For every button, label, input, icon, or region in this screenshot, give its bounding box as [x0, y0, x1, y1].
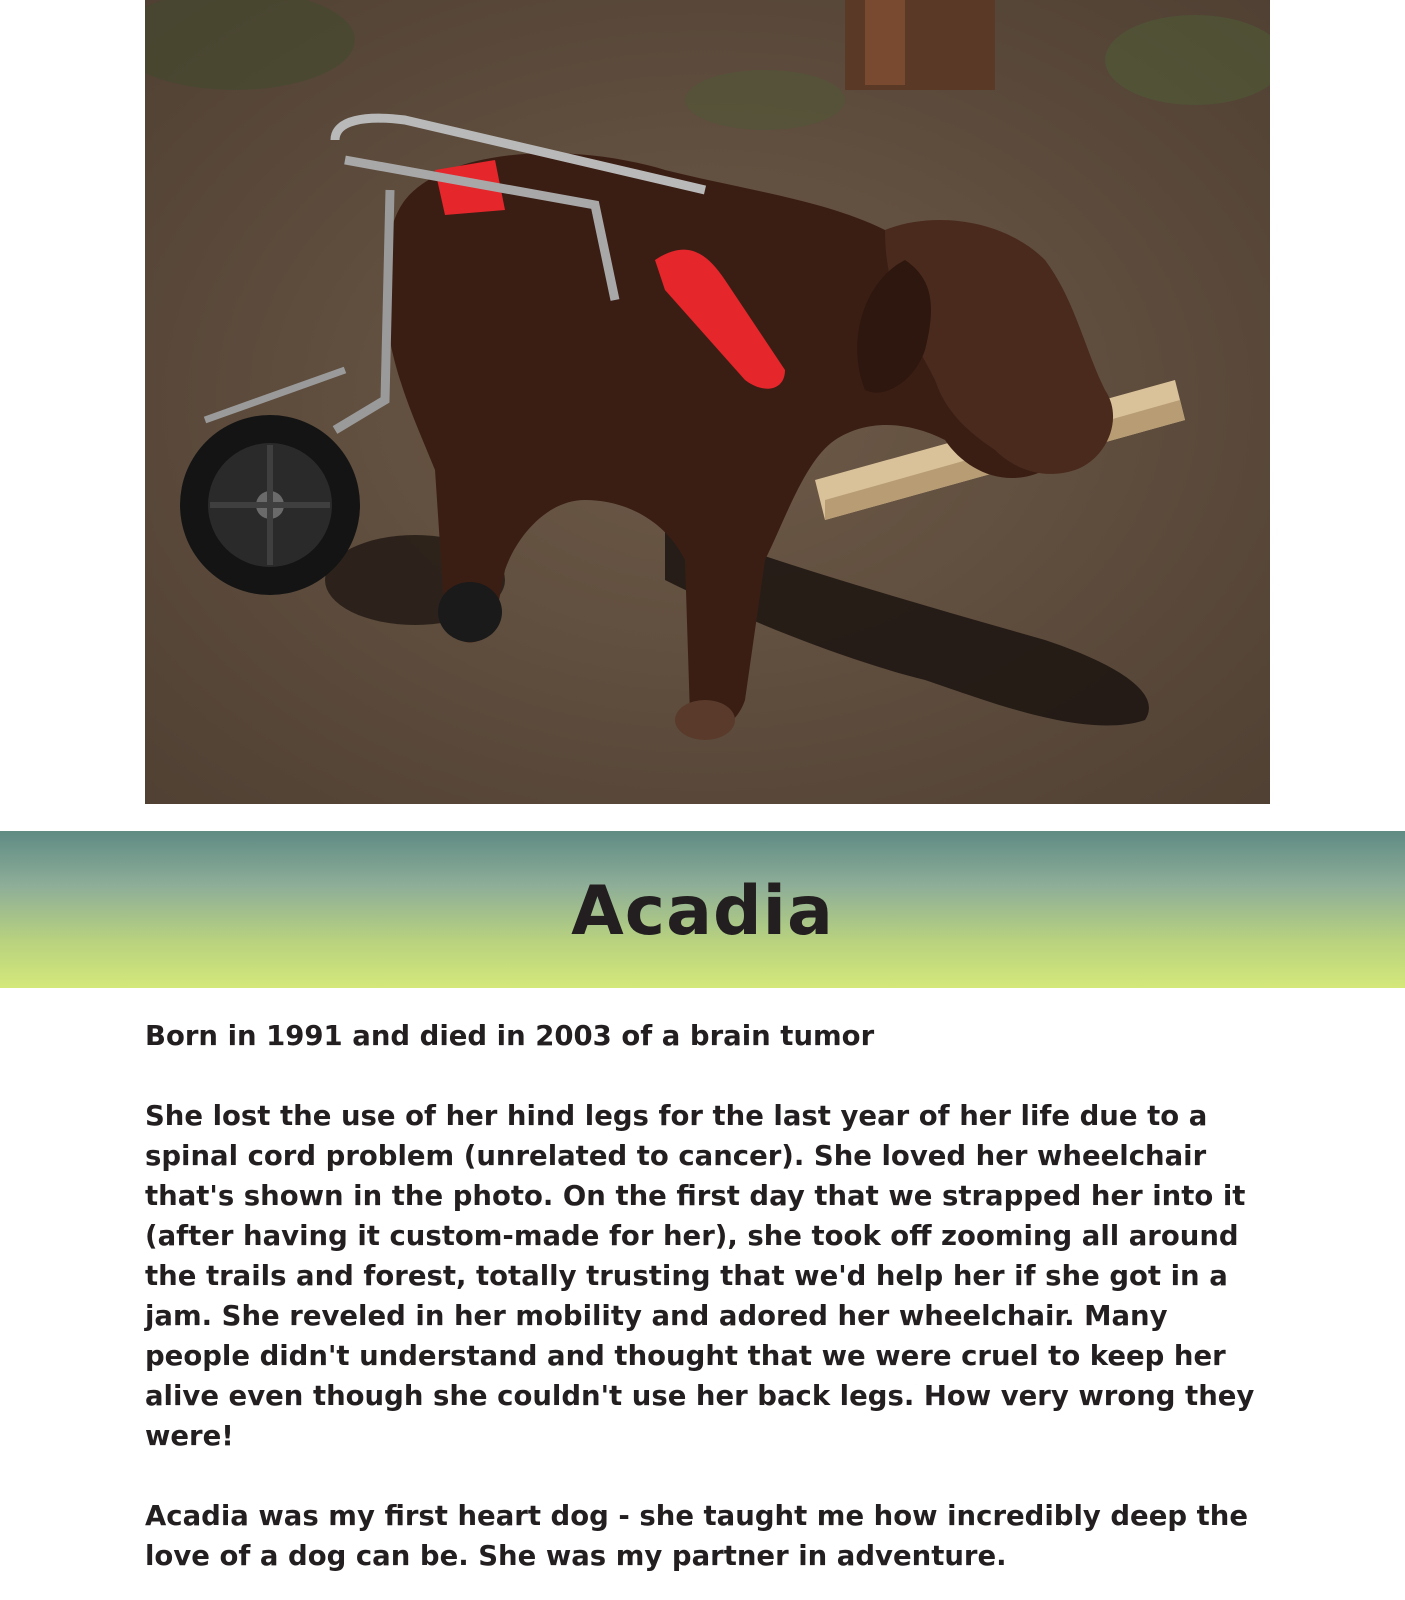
- dog-wheelchair-illustration: [145, 0, 1270, 804]
- heart-dog-paragraph: Acadia was my first heart dog - she taught me how incredibly deep the love of a dog can be. She was my partner in adventure.: [145, 1500, 1248, 1572]
- dog-photo: [145, 0, 1270, 804]
- page-title: Acadia: [571, 872, 834, 951]
- lifespan-paragraph: Born in 1991 and died in 2003 of a brain tumor: [145, 1020, 875, 1052]
- wheelchair-story-paragraph: She lost the use of her hind legs for the last year of her life due to a spinal cord problem (unrelated to cancer). She loved her wheelchair that's shown in the photo. On the first day that we strapped her into it (after having it custom-made for her), she took off zooming all around the trails and forest, totally trusting that we'd help her if she got in a jam. She reveled in her mobility and adored her wheelchair. Many people didn't understand and thought that we were cruel to keep her alive even though she couldn't use her back legs. How very wrong they were!: [145, 1100, 1255, 1452]
- title-banner: [0, 831, 1405, 988]
- biography-text: [145, 1016, 1275, 1576]
